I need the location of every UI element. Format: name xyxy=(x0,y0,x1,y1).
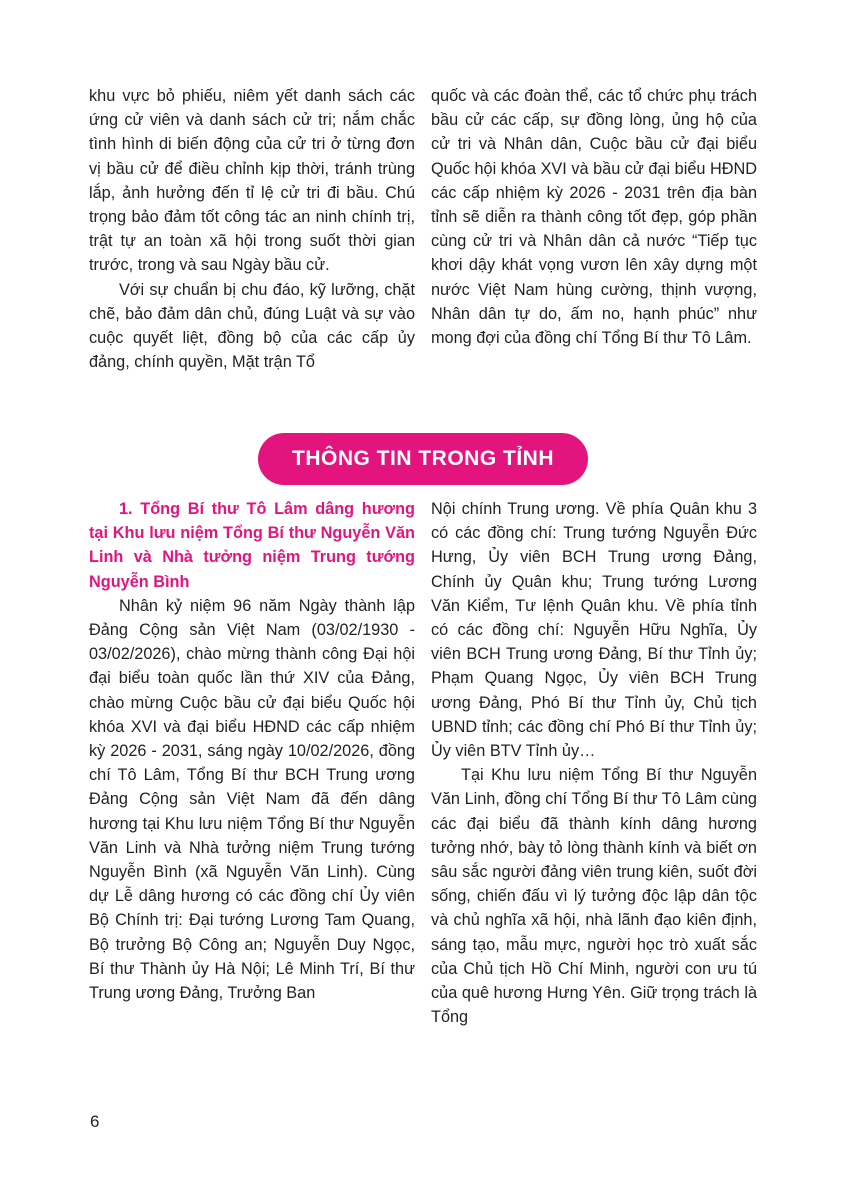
paragraph: Với sự chuẩn bị chu đáo, kỹ lưỡng, chặt chẽ, bảo đảm dân chủ, đúng Luật và sự vào cuộc quyết liệt, đồng bộ của các cấp ủy đảng, chính quyền, Mặt trận Tổ xyxy=(89,280,415,372)
paragraph: Nội chính Trung ương. Về phía Quân khu 3 có các đồng chí: Trung tướng Nguyễn Đức Hưng, Ủy viên BCH Trung ương Đảng, Chính ủy Quân khu; Trung tướng Lương Văn Kiểm, Tư lệnh Quân khu. Về phía tỉnh có các đồng chí: Nguyễn Hữu Nghĩa, Ủy viên BCH Trung ương Đảng, Bí thư Tỉnh ủy; Phạm Quang Ngọc, Ủy viên BCH Trung ương Đảng, Phó Bí thư Tỉnh ủy, Chủ tịch UBND tỉnh; các đồng chí Phó Bí thư Tỉnh ủy; Ủy viên BTV Tỉnh ủy… xyxy=(431,500,757,761)
section-banner-title: THÔNG TIN TRONG TỈNH xyxy=(292,447,554,470)
article-left-column xyxy=(89,497,415,1005)
page-number: 6 xyxy=(90,1112,100,1131)
top-left-column xyxy=(89,84,415,374)
section-banner xyxy=(258,433,588,485)
article-right-column xyxy=(431,497,757,1029)
paragraph: quốc và các đoàn thể, các tổ chức phụ trách bầu cử các cấp, sự đồng lòng, ủng hộ của cử tri và Nhân dân, Cuộc bầu cử đại biểu Quốc hội khóa XVI và bầu cử đại biểu HĐND các cấp nhiệm kỳ 2026 - 2031 trên địa bàn tỉnh sẽ diễn ra thành công tốt đẹp, góp phần cùng cử tri và Nhân dân cả nước “Tiếp tục khơi dậy khát vọng vươn lên xây dựng một nước Việt Nam hùng cường, thịnh vượng, Nhân dân tự do, ấm no, hạnh phúc” như mong đợi của đồng chí Tổng Bí thư Tô Lâm. xyxy=(431,87,757,348)
paragraph: Tại Khu lưu niệm Tổng Bí thư Nguyễn Văn Linh, đồng chí Tổng Bí thư Tô Lâm cùng các đại biểu đã thành kính dâng hương tưởng nhớ, bày tỏ lòng thành kính và biết ơn sâu sắc người đảng viên trung kiên, suốt đời sống, chiến đấu vì lý tưởng độc lập dân tộc và chủ nghĩa xã hội, nhà lãnh đạo kiên định, sáng tạo, mẫu mực, người học trò xuất sắc của Chủ tịch Hồ Chí Minh, người con ưu tú của quê hương Hưng Yên. Giữ trọng trách là Tổng xyxy=(431,766,757,1027)
paragraph: khu vực bỏ phiếu, niêm yết danh sách các ứng cử viên và danh sách cử tri; nắm chắc tình hình di biến động của cử tri ở từng đơn vị bầu cử để điều chỉnh kịp thời, tránh trùng lắp, ảnh hưởng đến tỉ lệ cử tri đi bầu. Chú trọng bảo đảm tốt công tác an ninh chính trị, trật tự an toàn xã hội trong suốt thời gian trước, trong và sau Ngày bầu cử. xyxy=(89,87,415,275)
article-heading: 1. Tổng Bí thư Tô Lâm dâng hương tại Khu lưu niệm Tổng Bí thư Nguyễn Văn Linh và Nhà tưởng niệm Trung tướng Nguyễn Bình xyxy=(89,500,415,591)
paragraph: Nhân kỷ niệm 96 năm Ngày thành lập Đảng Cộng sản Việt Nam (03/02/1930 - 03/02/2026), chào mừng thành công Đại hội đại biểu toàn quốc lần thứ XIV của Đảng, chào mừng Cuộc bầu cử đại biểu Quốc hội khóa XVI và đại biểu HĐND các cấp nhiệm kỳ 2026 - 2031, sáng ngày 10/02/2026, đồng chí Tô Lâm, Tổng Bí thư BCH Trung ương Đảng Cộng sản Việt Nam đã đến dâng hương tại Khu lưu niệm Tổng Bí thư Nguyễn Văn Linh và Nhà tưởng niệm Trung tướng Nguyễn Bình (xã Nguyễn Văn Linh). Cùng dự Lễ dâng hương có các đồng chí Ủy viên Bộ Chính trị: Đại tướng Lương Tam Quang, Bộ trưởng Bộ Công an; Nguyễn Duy Ngọc, Bí thư Thành ủy Hà Nội; Lê Minh Trí, Bí thư Trung ương Đảng, Trưởng Ban xyxy=(89,596,415,1003)
top-right-column xyxy=(431,84,757,350)
